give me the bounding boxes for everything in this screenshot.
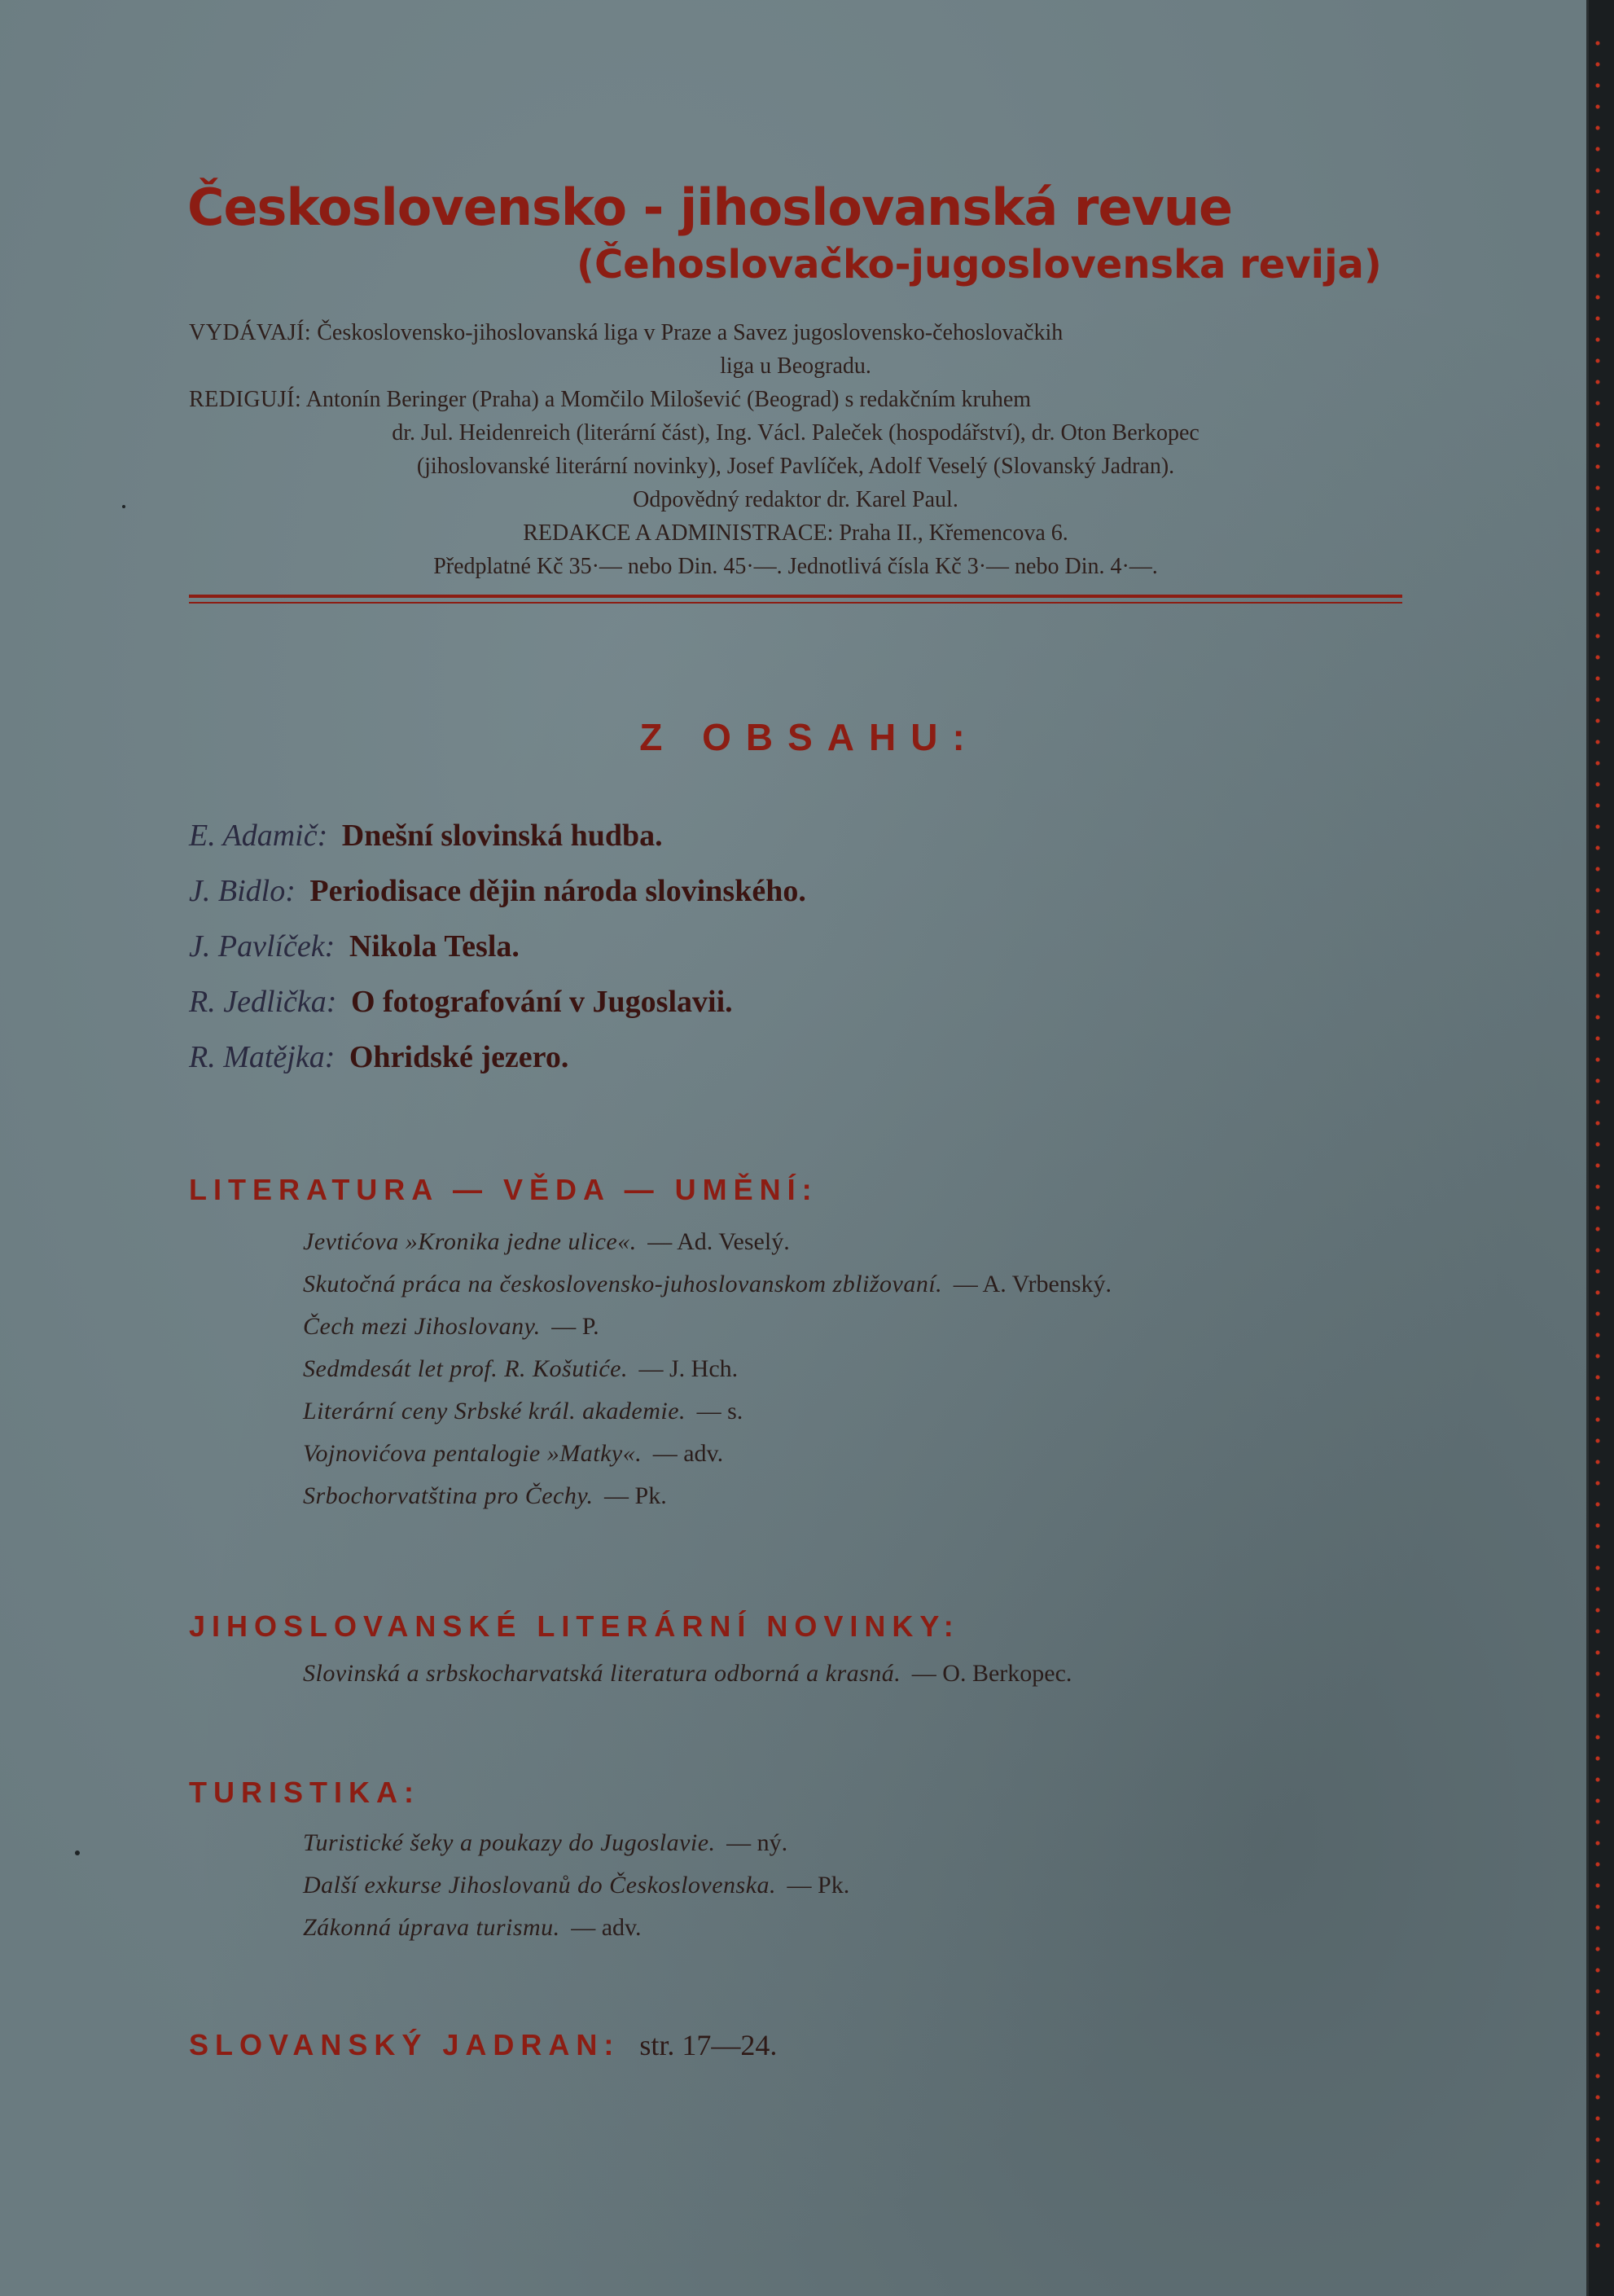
item-author: — ný. <box>726 1829 788 1856</box>
list-item <box>303 1313 1112 1355</box>
masthead-subtitle: (Čehoslovačko-jugoslovenska revija) <box>577 242 1382 288</box>
binding-stitch <box>1594 33 1601 2264</box>
item-author: — Pk. <box>787 1872 850 1899</box>
publishers-text: Československo-jihoslovanská liga v Praze a Savez jugoslovensko-čehoslovačkih <box>317 320 1064 345</box>
section-list-turistika <box>303 1829 849 1956</box>
subscription-price: Předplatné Kč 35·— nebo Din. 45·—. Jednotlivá čísla Kč 3·— nebo Din. 4·—. <box>433 554 1158 579</box>
editors-line <box>189 383 1402 416</box>
jadran-heading: SLOVANSKÝ JADRAN: <box>189 2028 621 2061</box>
list-item <box>303 1829 849 1872</box>
paper-speck <box>75 1850 80 1855</box>
editors-label: REDIGUJÍ: <box>189 387 302 412</box>
item-author: — A. Vrbenský. <box>953 1271 1112 1297</box>
responsible-editor: Odpovědný redaktor dr. Karel Paul. <box>633 487 958 512</box>
jadran-pages: str. 17—24. <box>639 2029 778 2061</box>
contents-item <box>189 818 806 873</box>
contents-item <box>189 984 806 1039</box>
item-title: Slovinská a srbskocharvatská literatura odborná a krasná. <box>303 1660 901 1687</box>
contents-item <box>189 928 806 984</box>
office-address: REDAKCE A ADMINISTRACE: Praha II., Křemencova 6. <box>523 520 1068 546</box>
masthead-info <box>189 316 1402 583</box>
publishers-line <box>189 316 1402 349</box>
item-author: — Pk. <box>604 1482 667 1509</box>
article-title: O fotografování v Jugoslavii. <box>350 985 733 1019</box>
publishers-label: VYDÁVAJÍ: <box>189 320 312 345</box>
item-author: — Ad. Veselý. <box>647 1228 790 1255</box>
list-item <box>303 1440 1112 1482</box>
section-heading-turistika: TURISTIKA: <box>189 1776 420 1809</box>
section-heading-literatura: LITERATURA — VĚDA — UMĚNÍ: <box>189 1173 818 1206</box>
editors-text-cont2: (jihoslovanské literární novinky), Josef Pavlíček, Adolf Veselý (Slovanský Jadran). <box>416 454 1175 479</box>
list-item <box>303 1482 1112 1525</box>
publishers-text-cont: liga u Beogradu. <box>720 353 871 379</box>
item-title: Zákonná úprava turismu. <box>303 1914 560 1941</box>
item-title: Literární ceny Srbské král. akademie. <box>303 1398 686 1425</box>
item-author: — P. <box>551 1313 599 1340</box>
article-title: Nikola Tesla. <box>349 929 520 964</box>
contents-list <box>189 818 806 1095</box>
item-title: Srbochorvatština pro Čechy. <box>303 1482 594 1509</box>
article-author: J. Bidlo: <box>189 874 296 908</box>
item-title: Další exkurse Jihoslovanů do Československa. <box>303 1872 777 1899</box>
contents-item <box>189 1039 806 1095</box>
list-item <box>303 1228 1112 1271</box>
item-title: Jevtićova »Kronika jedne ulice«. <box>303 1228 637 1255</box>
paper-speck <box>122 505 125 508</box>
item-author: — adv. <box>571 1914 642 1941</box>
section-heading-jadran <box>189 2028 777 2062</box>
article-title: Dnešní slovinská hudba. <box>341 819 663 853</box>
article-author: R. Jedlička: <box>189 985 337 1019</box>
article-title: Periodisace dějin národa slovinského. <box>309 874 806 908</box>
list-item <box>303 1872 849 1914</box>
contents-heading: Z OBSAHU: <box>639 716 980 758</box>
header-rule-thin <box>189 602 1402 604</box>
item-author: — adv. <box>652 1440 724 1467</box>
section-list-novinky <box>303 1660 1072 1702</box>
list-item <box>303 1398 1112 1440</box>
item-author: — J. Hch. <box>638 1355 739 1382</box>
section-list-literatura <box>303 1228 1112 1525</box>
list-item <box>303 1914 849 1956</box>
item-title: Čech mezi Jihoslovany. <box>303 1313 541 1340</box>
item-author: — s. <box>696 1398 743 1425</box>
list-item <box>303 1271 1112 1313</box>
article-title: Ohridské jezero. <box>349 1040 569 1074</box>
item-title: Skutočná práca na československo-juhoslovanskom zbližovaní. <box>303 1271 943 1297</box>
item-title: Sedmdesát let prof. R. Košutiće. <box>303 1355 628 1382</box>
item-title: Vojnovićova pentalogie »Matky«. <box>303 1440 643 1467</box>
editors-text-cont: dr. Jul. Heidenreich (literární část), Ing. Václ. Paleček (hospodářství), dr. Oton Berkopec <box>392 420 1200 446</box>
item-title: Turistické šeky a poukazy do Jugoslavie. <box>303 1829 716 1856</box>
article-author: R. Matějka: <box>189 1040 336 1074</box>
article-author: E. Adamič: <box>189 819 328 853</box>
item-author: — O. Berkopec. <box>911 1660 1072 1687</box>
article-author: J. Pavlíček: <box>189 929 336 964</box>
list-item <box>303 1660 1072 1702</box>
header-rule <box>189 595 1402 598</box>
list-item <box>303 1355 1112 1398</box>
masthead-title: Československo - jihoslovanská revue <box>187 178 1233 237</box>
editors-text: Antonín Beringer (Praha) a Momčilo Milošević (Beograd) s redakčním kruhem <box>305 387 1032 412</box>
section-heading-novinky: JIHOSLOVANSKÉ LITERÁRNÍ NOVINKY: <box>189 1609 960 1643</box>
contents-item <box>189 873 806 928</box>
